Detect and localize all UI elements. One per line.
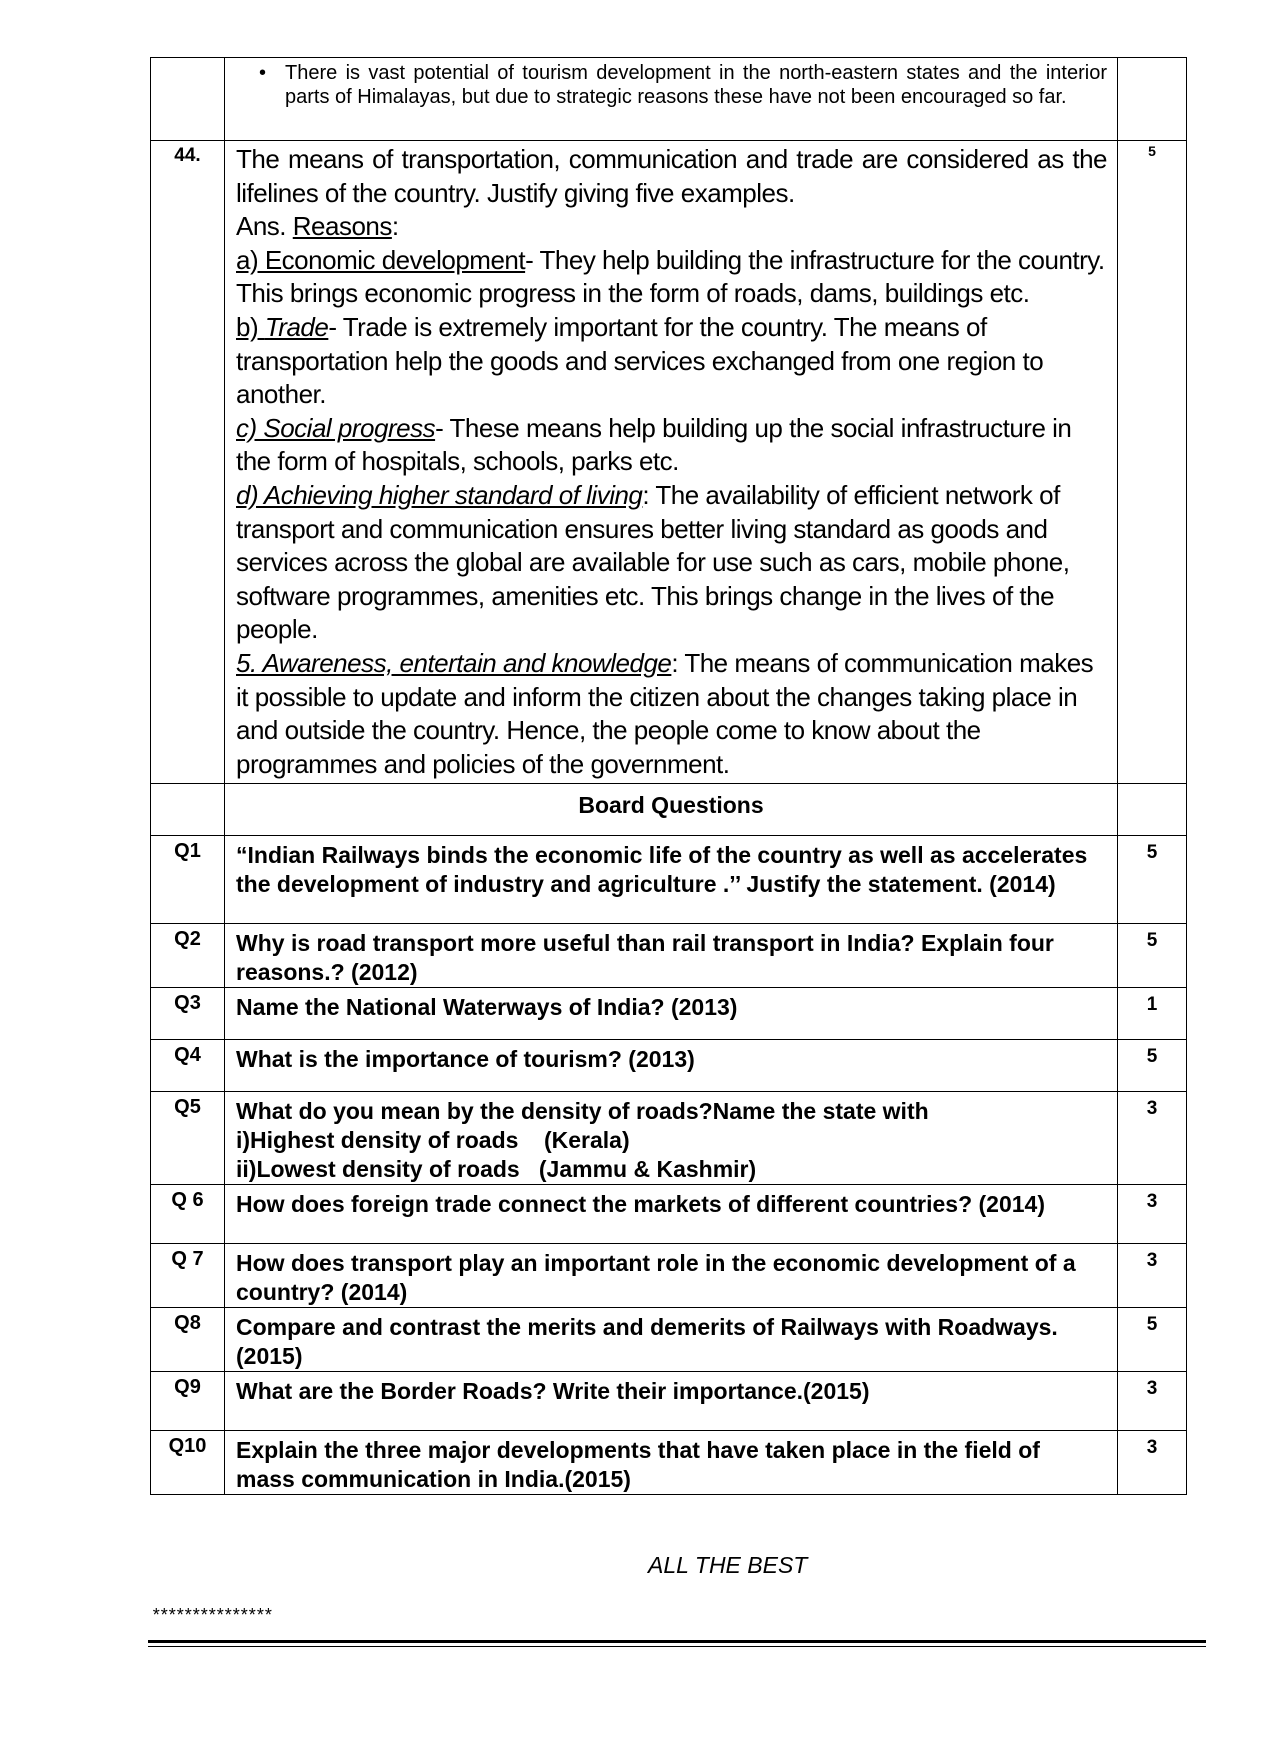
table-row: [151, 58, 1187, 141]
marks-value: 5: [1118, 924, 1187, 988]
question-text: Why is road transport more useful than rail transport in India? Explain four reasons.? (2012): [225, 924, 1118, 988]
question-text: What is the importance of tourism? (2013): [225, 1040, 1118, 1092]
point-a-head: a) Economic development: [236, 244, 526, 275]
question-text: Compare and contrast the merits and demerits of Railways with Roadways.(2015): [225, 1308, 1118, 1372]
table-row: [151, 141, 1187, 784]
question-number: Q 6: [151, 1185, 225, 1244]
bullet-text: There is vast potential of tourism development in the north-eastern states and the interior parts of Himalayas, but due to strategic reasons these have not been encouraged so far.: [285, 62, 1107, 108]
question-number: Q9: [151, 1372, 225, 1431]
question-number: Q 7: [151, 1244, 225, 1308]
point-d-text: : The availability of efficient network of transport and communication ensures better living standard as goods and services across the global are available for use such as cars, mobile phone, software programmes, amenities etc. This brings change in the lives of the people.: [236, 479, 1070, 645]
table-row: [151, 1092, 1187, 1185]
question-number: Q5: [151, 1092, 225, 1185]
point-e: [236, 647, 1107, 781]
stars-line: ***************: [152, 1605, 273, 1625]
table-row: [151, 988, 1187, 1040]
question-number: 44.: [151, 141, 225, 784]
answer-cell: [225, 141, 1118, 784]
table-row: [151, 1431, 1187, 1495]
marks-value: 3: [1118, 1092, 1187, 1185]
closing-text: ALL THE BEST: [648, 1552, 808, 1578]
question-text: What are the Border Roads? Write their importance.(2015): [225, 1372, 1118, 1431]
table-row: [151, 836, 1187, 924]
table-row: [151, 924, 1187, 988]
point-d-head: d) Achieving higher standard of living: [236, 479, 643, 510]
number-cell: [151, 58, 225, 141]
table-row: [151, 1040, 1187, 1092]
point-b-head: b) Trade: [236, 311, 329, 342]
marks-value: 3: [1118, 1244, 1187, 1308]
colon: :: [391, 211, 399, 242]
point-c-head: c) Social progress: [236, 412, 436, 443]
question-text: How does transport play an important role in the economic development of a country? (2014): [225, 1244, 1118, 1308]
question-number: Q8: [151, 1308, 225, 1372]
marks-value: 3: [1118, 1185, 1187, 1244]
point-e-head: 5. Awareness, entertain and knowledge: [236, 647, 672, 678]
question-text: The means of transportation, communication and trade are considered as the lifelines of the country. Justify giving five examples.: [236, 144, 1107, 208]
question-line: ii)Lowest density of roads (Jammu & Kashmir): [236, 1156, 757, 1183]
marks-value: 1: [1118, 988, 1187, 1040]
table-row: [151, 1185, 1187, 1244]
bullet-icon: •: [259, 62, 267, 84]
question-number: Q1: [151, 836, 225, 924]
section-header-row: [151, 784, 1187, 836]
reasons-label: Reasons: [292, 211, 392, 242]
marks-value: 5: [1118, 141, 1187, 784]
point-e-text: : The means of communication makes it possible to update and inform the citizen about the changes taking place in and outside the country. Hence, the people come to know about the programmes and policies of the government.: [236, 647, 1094, 779]
question-line: i)Highest density of roads (Kerala): [236, 1127, 630, 1154]
marks-value: 5: [1118, 836, 1187, 924]
bullet-cell: [225, 58, 1118, 141]
marks-value: 3: [1118, 1431, 1187, 1495]
point-b-text: - Trade is extremely important for the country. The means of transportation help the goods and services exchanged from one region to another.: [236, 311, 1044, 410]
question-number: Q2: [151, 924, 225, 988]
table-row: [151, 1244, 1187, 1308]
ans-label: Ans.: [236, 211, 293, 242]
table-row: [151, 1372, 1187, 1431]
answer-table: [150, 57, 1187, 1495]
marks-value: 3: [1118, 1372, 1187, 1431]
question-text: [225, 1092, 1118, 1185]
marks-value: 5: [1118, 1040, 1187, 1092]
table-row: [151, 1308, 1187, 1372]
marks-value: 5: [1118, 1308, 1187, 1372]
section-title: Board Questions: [225, 784, 1118, 836]
question-number: Q4: [151, 1040, 225, 1092]
question-text: How does foreign trade connect the markets of different countries? (2014): [225, 1185, 1118, 1244]
answer-intro: [236, 210, 1107, 244]
question-line: What do you mean by the density of roads?Name the state with: [236, 1098, 929, 1125]
question-number: Q3: [151, 988, 225, 1040]
point-d: [236, 479, 1107, 647]
question-number: Q10: [151, 1431, 225, 1495]
question-text: “Indian Railways binds the economic life of the country as well as accelerates the development of industry and agriculture .’’ Justify the statement. (2014): [225, 836, 1118, 924]
point-c: [236, 412, 1107, 479]
footer-rule: [148, 1640, 1206, 1643]
point-b: [236, 311, 1107, 412]
marks-cell: [1118, 58, 1187, 141]
footer-rule-thin: [148, 1646, 1206, 1647]
question-text: Explain the three major developments that have taken place in the field of mass communication in India.(2015): [225, 1431, 1118, 1495]
point-a: [236, 244, 1107, 311]
question-text: Name the National Waterways of India? (2013): [225, 988, 1118, 1040]
point-c-text: - These means help building up the social infrastructure in the form of hospitals, schools, parks etc.: [236, 412, 1072, 477]
point-a-text: - They help building the infrastructure for the country. This brings economic progress in the form of roads, dams, buildings etc.: [236, 244, 1105, 309]
